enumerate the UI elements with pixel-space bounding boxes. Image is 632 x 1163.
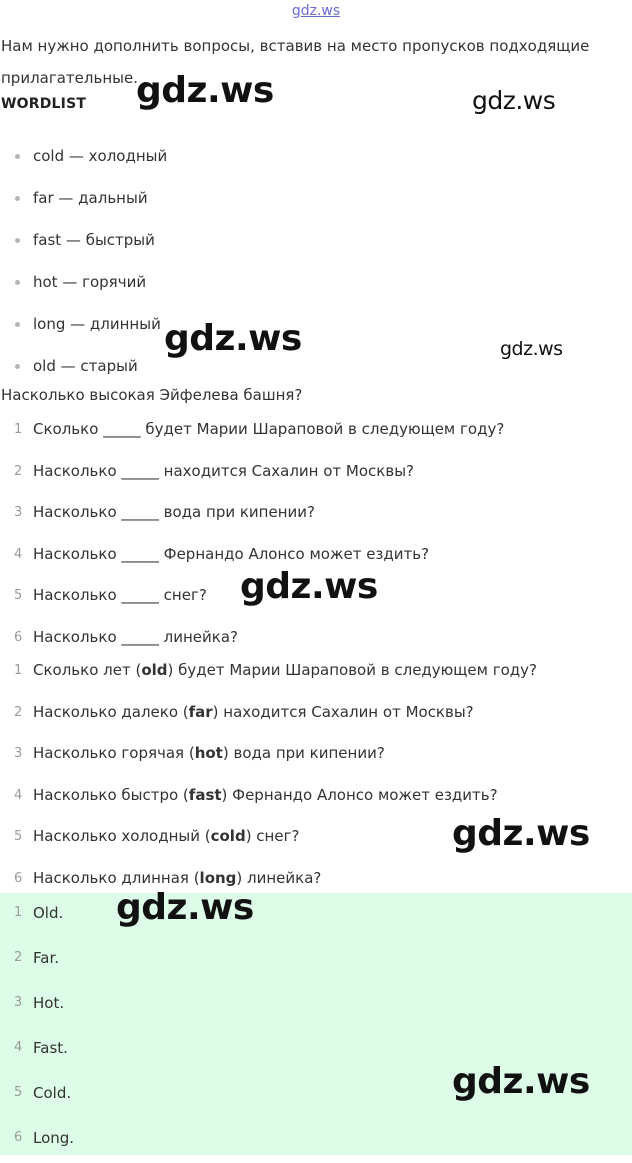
item-number: 4 bbox=[14, 787, 23, 803]
answered-item: 6 Насколько длинная (long) линейка? bbox=[0, 858, 537, 900]
answer-item: 5 Cold. bbox=[0, 1073, 74, 1118]
item-number: 6 bbox=[14, 1130, 23, 1145]
item-number: 1 bbox=[14, 422, 23, 437]
example-question: Насколько высокая Эйфелева башня? bbox=[1, 386, 303, 404]
answer-item: 6 Long. bbox=[0, 1118, 74, 1163]
bullet-icon bbox=[15, 154, 20, 159]
answered-item: 1 Сколько лет (old) будет Марии Шараповой в следующем году? bbox=[0, 650, 537, 692]
wordlist-item: long — длинный bbox=[0, 303, 167, 345]
watermark: gdz.ws bbox=[472, 86, 556, 115]
bullet-icon bbox=[15, 322, 20, 327]
answer-list bbox=[0, 893, 74, 1163]
wordlist-item: old — старый bbox=[0, 345, 167, 387]
watermark: gdz.ws bbox=[240, 566, 378, 607]
item-number: 3 bbox=[14, 746, 23, 761]
item-number: 3 bbox=[14, 995, 23, 1010]
item-number: 4 bbox=[14, 546, 23, 562]
item-number: 4 bbox=[14, 1040, 23, 1055]
answer-item: 3 Hot. bbox=[0, 983, 74, 1028]
bullet-icon bbox=[15, 280, 20, 285]
keyword: cold bbox=[210, 827, 246, 845]
question-item: 1 Сколько _____ будет Марии Шараповой в следующем году? bbox=[0, 409, 504, 451]
answered-item: 3 Насколько горячая (hot) вода при кипении? bbox=[0, 733, 537, 775]
answer-item: 1 Old. bbox=[0, 893, 74, 938]
wordlist-item: hot — горячий bbox=[0, 261, 167, 303]
task-intro: Нам нужно дополнить вопросы, вставив на место пропусков подходящие прилагательные. bbox=[1, 37, 590, 87]
item-number: 2 bbox=[14, 950, 23, 965]
answered-item: 2 Насколько далеко (far) находится Сахалин от Москвы? bbox=[0, 692, 537, 734]
wordlist-item: fast — быстрый bbox=[0, 219, 167, 261]
watermark: gdz.ws bbox=[116, 887, 254, 928]
keyword: far bbox=[188, 702, 213, 721]
question-item: 5 Насколько _____ снег? bbox=[0, 575, 504, 617]
site-link[interactable]: gdz.ws bbox=[291, 3, 341, 19]
question-item: 2 Насколько _____ находится Сахалин от Москвы? bbox=[0, 451, 504, 493]
wordlist-item: cold — холодный bbox=[0, 135, 167, 177]
answered-item: 4 Насколько быстро (fast) Фернандо Алонсо может ездить? bbox=[0, 775, 537, 817]
answered-item: 5 Насколько холодный (cold) снег? bbox=[0, 816, 537, 858]
question-list bbox=[0, 409, 504, 658]
question-item: 3 Насколько _____ вода при кипении? bbox=[0, 492, 504, 534]
item-number: 1 bbox=[14, 905, 23, 920]
keyword: hot bbox=[194, 744, 223, 762]
item-number: 5 bbox=[14, 588, 23, 603]
watermark: gdz.ws bbox=[452, 1061, 590, 1102]
wordlist bbox=[0, 135, 167, 387]
item-number: 2 bbox=[14, 463, 23, 479]
item-number: 6 bbox=[14, 870, 23, 886]
bullet-icon bbox=[15, 196, 20, 201]
bullet-icon bbox=[15, 238, 20, 243]
question-item: 6 Насколько _____ линейка? bbox=[0, 617, 504, 659]
item-number: 5 bbox=[14, 1085, 23, 1100]
watermark: gdz.ws bbox=[136, 70, 274, 111]
watermark: gdz.ws bbox=[500, 338, 563, 360]
answer-item: 2 Far. bbox=[0, 938, 74, 983]
keyword: long bbox=[199, 868, 237, 887]
wordlist-item: far — дальный bbox=[0, 177, 167, 219]
item-number: 1 bbox=[14, 663, 23, 678]
answered-list bbox=[0, 650, 537, 899]
keyword: fast bbox=[188, 785, 222, 804]
watermark: gdz.ws bbox=[164, 318, 302, 359]
answers-panel bbox=[0, 893, 632, 1155]
question-item: 4 Насколько _____ Фернандо Алонсо может ездить? bbox=[0, 534, 504, 576]
bullet-icon bbox=[15, 364, 20, 369]
watermark: gdz.ws bbox=[452, 813, 590, 854]
wordlist-heading: WORDLIST bbox=[1, 96, 87, 112]
item-number: 3 bbox=[14, 505, 23, 520]
answer-item: 4 Fast. bbox=[0, 1028, 74, 1073]
keyword: old bbox=[141, 661, 168, 679]
item-number: 6 bbox=[14, 629, 23, 645]
item-number: 5 bbox=[14, 829, 23, 844]
item-number: 2 bbox=[14, 704, 23, 720]
